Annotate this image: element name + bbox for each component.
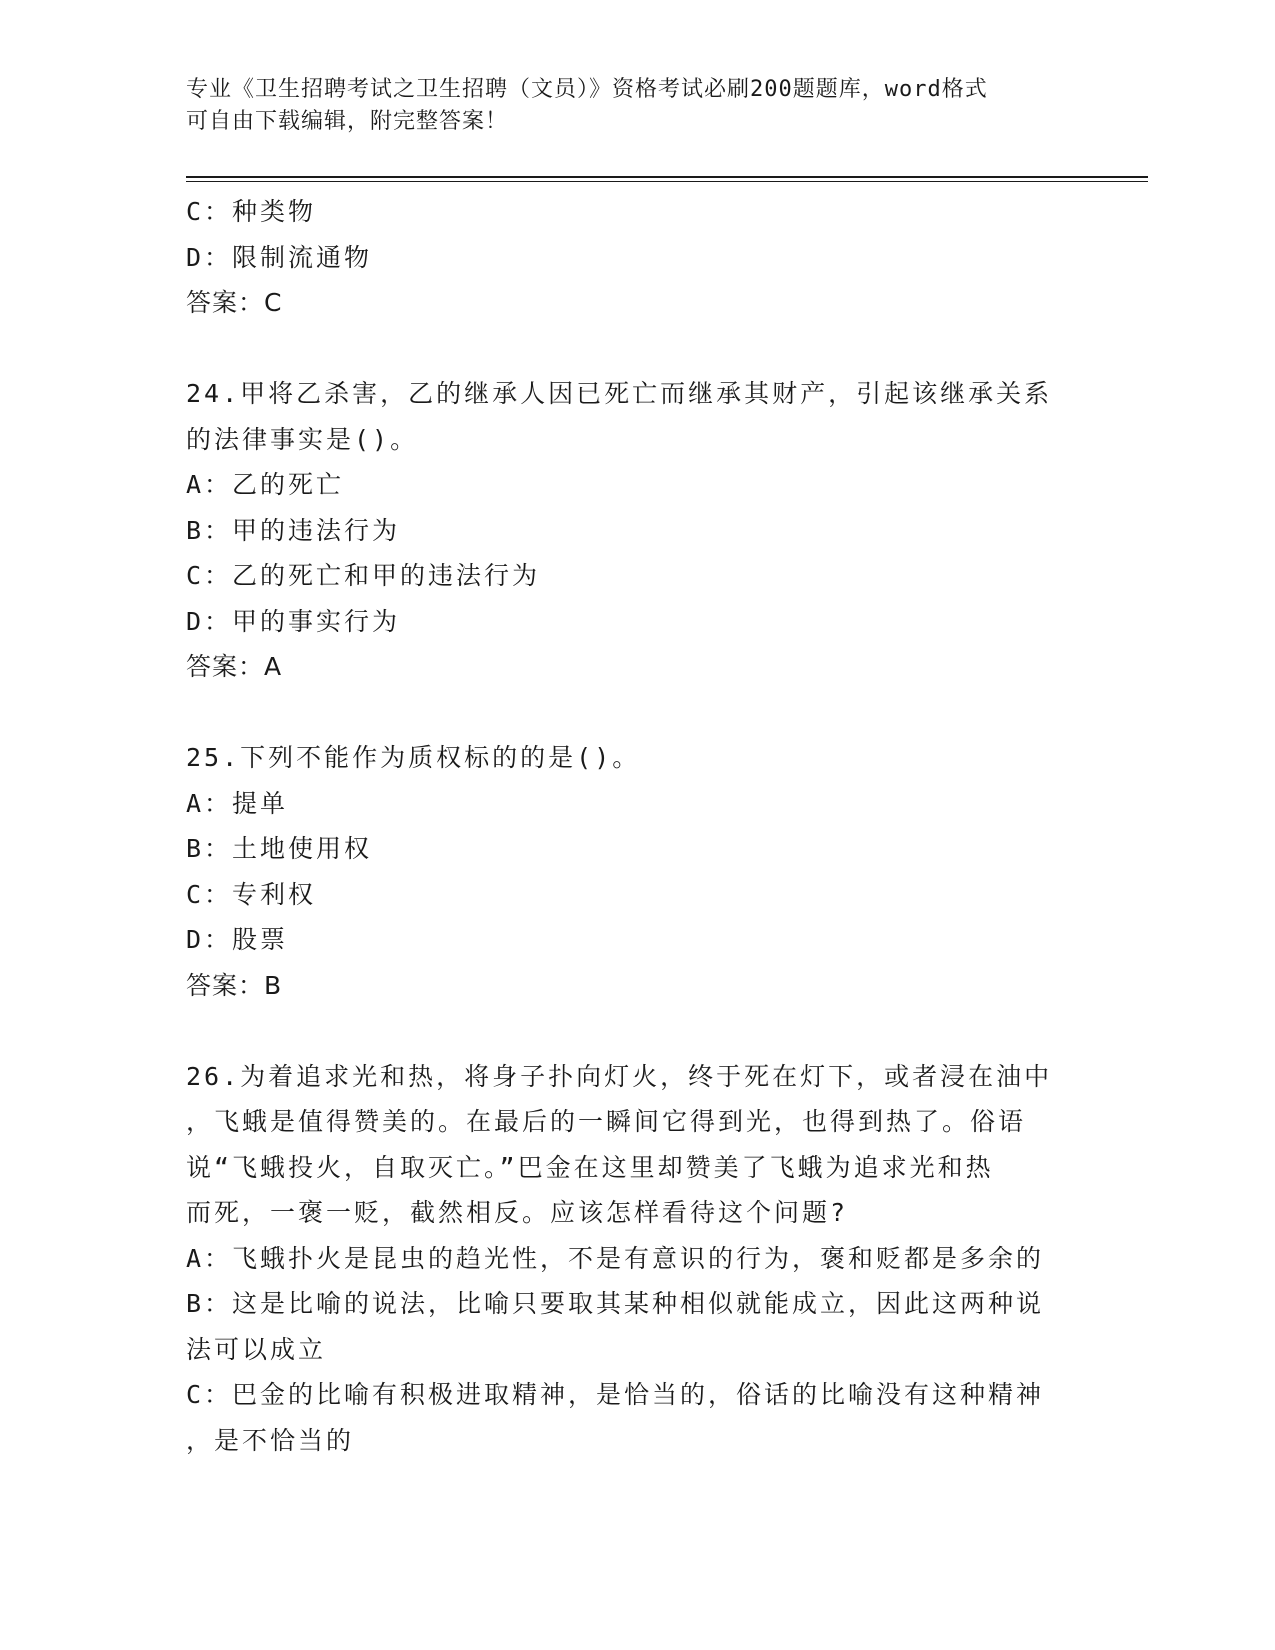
option-c: ，是不恰当的 — [186, 1425, 355, 1455]
header-title-line-1: 专业《卫生招聘考试之卫生招聘（文员）》资格考试必刷200题题库，word格式 — [186, 77, 988, 102]
option-d: D：限制流通物 — [186, 242, 373, 272]
spacer — [186, 1008, 1086, 1054]
option-c: C：种类物 — [186, 197, 317, 226]
answer-line: 答案：C — [186, 288, 283, 317]
question-stem: 而死，一褒一贬，截然相反。应该怎样看待这个问题? — [186, 1198, 849, 1227]
option-b: B：这是比喻的说法，比喻只要取其某种相似就能成立，因此这两种说 — [186, 1289, 1045, 1318]
option-c: C：乙的死亡和甲的违法行为 — [186, 561, 541, 590]
answer-line: 答案：B — [186, 970, 283, 1000]
spacer — [186, 690, 1086, 736]
question-stem: 26.为着追求光和热，将身子扑向灯火，终于死在灯下，或者浸在油中 — [186, 1061, 1053, 1091]
option-d: D：甲的事实行为 — [186, 606, 401, 636]
question-list — [186, 189, 1086, 1463]
question-25 — [186, 735, 1086, 1008]
option-c: C：巴金的比喻有积极进取精神，是恰当的，俗话的比喻没有这种精神 — [186, 1380, 1045, 1409]
header-title-line-2: 可自由下载编辑，附完整答案！ — [186, 109, 509, 134]
question-26 — [186, 1054, 1086, 1464]
option-b: B：土地使用权 — [186, 834, 373, 863]
header-rule-thin — [186, 181, 1148, 182]
option-d: D：股票 — [186, 925, 289, 954]
question-stem: 说“飞蛾投火，自取灭亡。”巴金在这里却赞美了飞蛾为追求光和热 — [186, 1152, 994, 1182]
question-stem: 的法律事实是()。 — [186, 424, 419, 454]
option-b: 法可以成立 — [186, 1334, 327, 1364]
question-stem: 25.下列不能作为质权标的的是()。 — [186, 743, 641, 772]
page-header — [186, 74, 1086, 138]
option-b: B：甲的违法行为 — [186, 515, 401, 545]
question-stem: ，飞蛾是值得赞美的。在最后的一瞬间它得到光，也得到热了。俗语 — [186, 1107, 1027, 1136]
option-a: A：飞蛾扑火是昆虫的趋光性，不是有意识的行为，褒和贬都是多余的 — [186, 1243, 1045, 1273]
option-a: A：提单 — [186, 788, 289, 818]
question-stem: 24.甲将乙杀害，乙的继承人因已死亡而继承其财产，引起该继承关系 — [186, 379, 1053, 408]
question-23-tail — [186, 189, 1086, 326]
question-24 — [186, 371, 1086, 690]
spacer — [186, 326, 1086, 372]
option-c: C：专利权 — [186, 879, 317, 909]
option-a: A：乙的死亡 — [186, 470, 345, 499]
header-rule-thick — [186, 176, 1148, 178]
answer-line: 答案：A — [186, 652, 283, 681]
